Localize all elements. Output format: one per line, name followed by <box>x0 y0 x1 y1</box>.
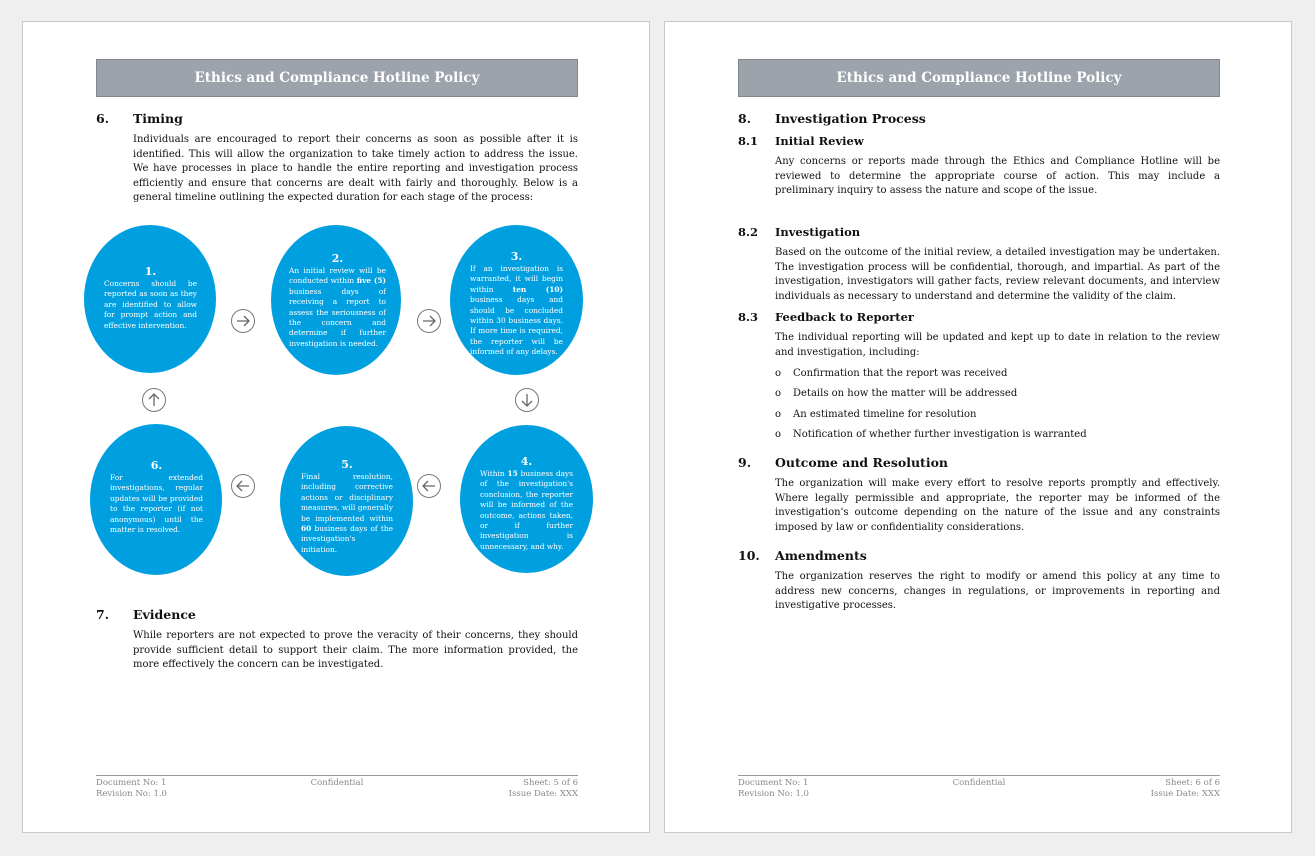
section-8-3-title: Feedback to Reporter <box>775 310 914 324</box>
section-8-3-text: The individual reporting will be updated and kept up to date in relation to the review and investigation, including: <box>775 332 1220 358</box>
section-8-1-title: Initial Review <box>775 134 864 148</box>
step-text: An initial review will be conducted within five (5) business days of receiving a report to assess the seriousness of the concern and determine if further investigation is needed. <box>289 266 386 348</box>
step-5-circle <box>280 426 413 576</box>
arrow-left-icon <box>231 474 255 498</box>
section-8-2-number: 8.2 <box>738 225 759 239</box>
step-number: 3. <box>510 250 523 263</box>
section-7-text: While reporters are not expected to prove the veracity of their concerns, they should provide sufficient detail to support their claim. The more information provided, the more effectively the concern can be investigated. <box>133 630 578 670</box>
step-text: Concerns should be reported as soon as they are identified to allow for prompt action and effective intervention. <box>104 279 197 330</box>
step-3-circle <box>450 225 583 375</box>
section-7-title: Evidence <box>133 607 196 622</box>
step-1-circle <box>84 225 216 373</box>
section-8-2-text: Based on the outcome of the initial review, a detailed investigation may be undertaken. The investigation process will be confidential, thorough, and impartial. As part of the investigation, investigators will gather facts, review relevant documents, and interview individuals as necessary to understand and determine the validity of the claim. <box>775 247 1220 302</box>
arrow-right-icon <box>231 309 255 333</box>
issue-date: Issue Date: XXX <box>1150 789 1220 799</box>
step-text: If an investigation is warranted, it will begin within ten (10) business days and should be concluded within 30 business days. If more time is required, the reporter will be informed of any delays. <box>470 264 563 357</box>
step-number: 5. <box>341 458 353 471</box>
section-10-title: Amendments <box>775 548 867 563</box>
section-7-number: 7. <box>96 607 110 622</box>
confidential-label: Confidential <box>310 778 364 788</box>
bullet-item: o Notification of whether further investigation is warranted <box>775 429 1087 440</box>
arrow-left-icon <box>417 474 441 498</box>
confidential-label: Confidential <box>952 778 1006 788</box>
section-9-title: Outcome and Resolution <box>775 455 949 470</box>
title-banner: Ethics and Compliance Hotline Policy <box>738 59 1220 97</box>
revision-number: Revision No: 1.0 <box>96 789 167 799</box>
arrow-down-icon <box>515 388 539 412</box>
step-number: 1. <box>144 265 157 278</box>
page-5 <box>22 21 650 833</box>
step-text: For extended investigations, regular updates will be provided to the reporter (if not anonymous) until the matter is resolved. <box>110 473 203 535</box>
section-9-text: The organization will make every effort to resolve reports promptly and effectively. Where legally permissible and appropriate, the reporter may be informed of the investigation's outcome depending on the nature of the issue and any constraints imposed by law or confidentiality considerations. <box>775 478 1220 533</box>
section-6-title: Timing <box>133 111 183 126</box>
section-8-2-title: Investigation <box>775 225 861 239</box>
step-number: 4. <box>520 455 533 468</box>
arrow-right-icon <box>417 309 441 333</box>
section-9-number: 9. <box>738 455 752 470</box>
section-8-1-text: Any concerns or reports made through the Ethics and Compliance Hotline will be reviewed to determine the appropriate course of action. This may include a preliminary inquiry to assess the nature and scope of the issue. <box>775 156 1220 196</box>
revision-number: Revision No: 1.0 <box>738 789 809 799</box>
doc-number: Document No: 1 <box>96 778 167 788</box>
page-6 <box>664 21 1292 833</box>
step-6-circle <box>90 424 222 575</box>
title-banner: Ethics and Compliance Hotline Policy <box>96 59 578 97</box>
section-8-title: Investigation Process <box>775 111 926 126</box>
section-6-text: Individuals are encouraged to report their concerns as soon as possible after it is identified. This will allow the organization to take timely action to address the issue. We have processes in place to handle the entire reporting and investigation process efficiently and ensure that concerns are dealt with fairly and thoroughly. Below is a general timeline outlining the expected duration for each stage of the process: <box>133 134 578 203</box>
issue-date: Issue Date: XXX <box>508 789 578 799</box>
bullet-item: o Confirmation that the report was received <box>775 368 1008 379</box>
bullet-item: o An estimated timeline for resolution <box>775 409 977 420</box>
step-number: 2. <box>331 252 344 265</box>
sheet-number: Sheet: 5 of 6 <box>523 778 578 788</box>
section-8-3-number: 8.3 <box>738 310 759 324</box>
step-number: 6. <box>150 459 163 472</box>
arrow-up-icon <box>142 388 166 412</box>
step-2-circle <box>271 225 401 375</box>
doc-number: Document No: 1 <box>738 778 809 788</box>
section-10-text: The organization reserves the right to modify or amend this policy at any time to address new concerns, changes in regulations, or improvements in reporting and investigative processes. <box>775 571 1220 611</box>
section-6-number: 6. <box>96 111 110 126</box>
step-text: Final resolution, including corrective actions or disciplinary measures, will generally be implemented within 60 business days of the investigation's initiation. <box>301 472 393 554</box>
section-8-number: 8. <box>738 111 752 126</box>
step-4-circle <box>460 425 593 573</box>
section-10-number: 10. <box>738 548 760 563</box>
bullet-item: o Details on how the matter will be addressed <box>775 388 1018 399</box>
step-text: Within 15 business days of the investigation's conclusion, the reporter will be informed of the outcome, actions taken, or if further investigation is unnecessary, and why. <box>480 469 573 551</box>
footer <box>96 775 578 799</box>
sheet-number: Sheet: 6 of 6 <box>1165 778 1220 788</box>
footer <box>738 775 1220 799</box>
section-8-1-number: 8.1 <box>738 134 759 148</box>
